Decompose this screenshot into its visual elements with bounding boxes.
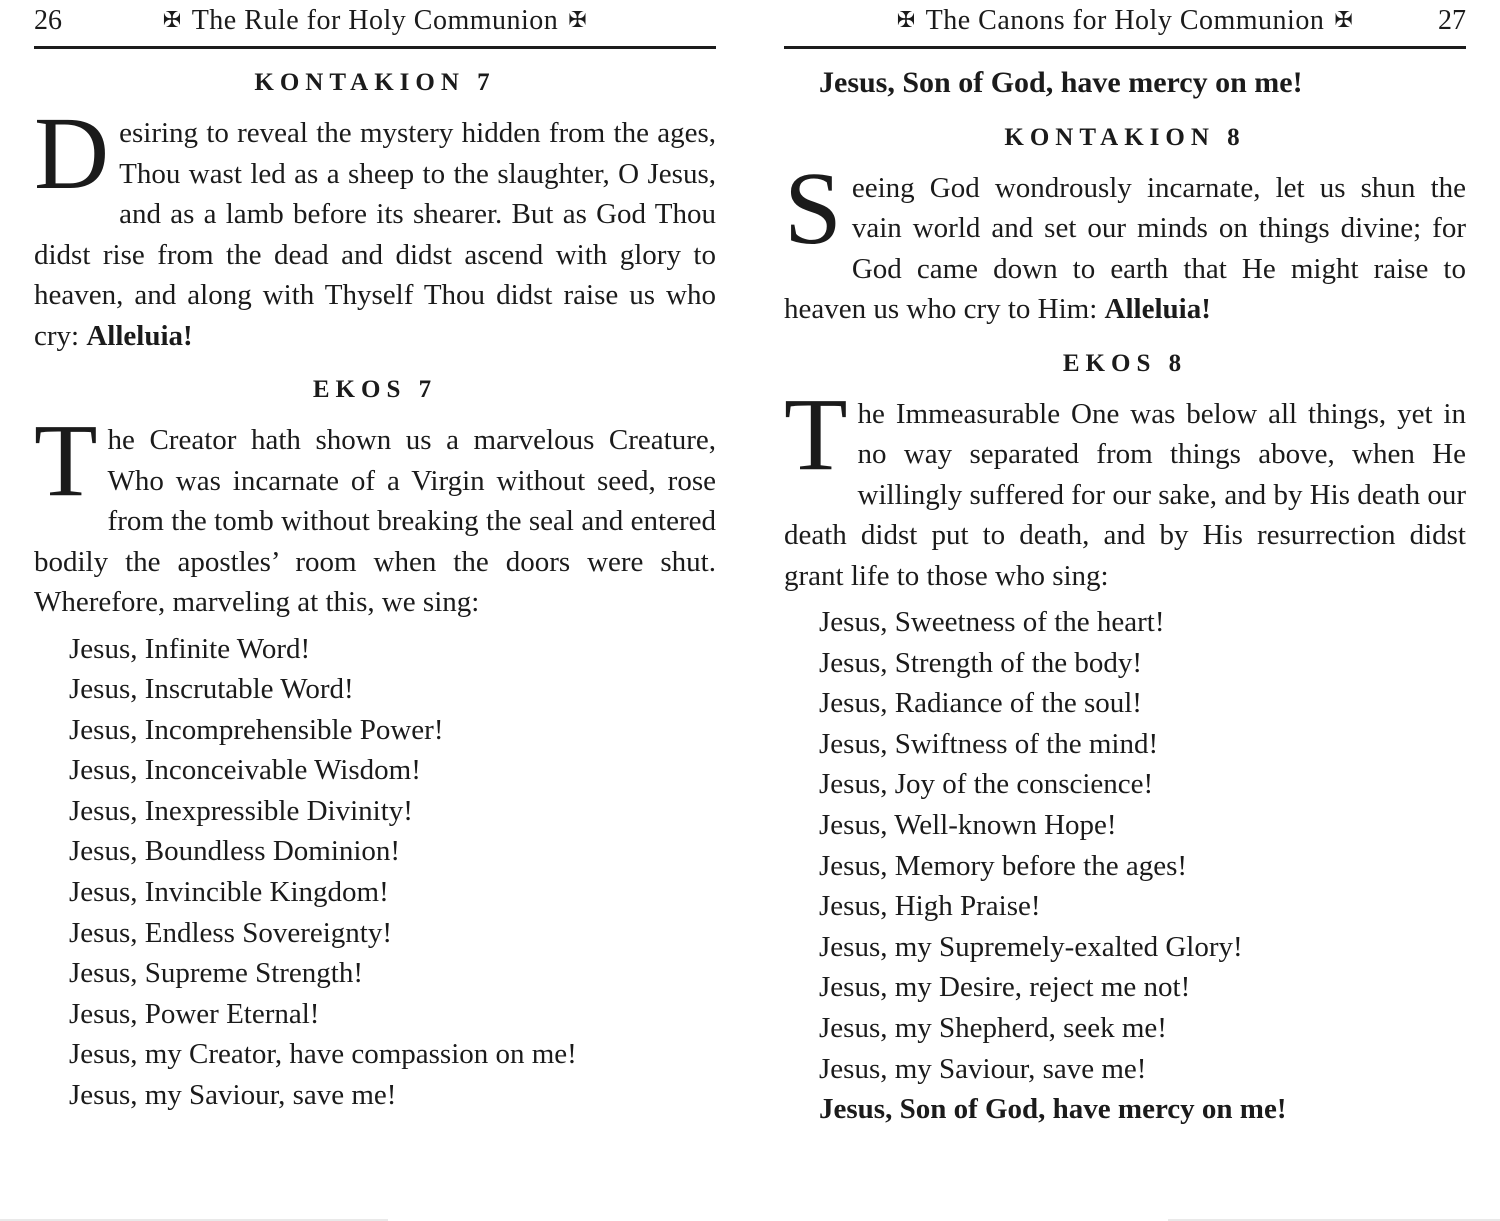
refrain-line-top: Jesus, Son of God, have mercy on me! <box>819 66 1303 99</box>
right-page-number: 27 <box>1438 5 1466 36</box>
left-running-title <box>98 6 652 37</box>
dropcap-letter: S <box>784 150 842 266</box>
litany-line: Jesus, Supreme Strength! <box>69 957 363 990</box>
alleluia-bold: Alleluia! <box>1104 293 1211 325</box>
kontakion-8-heading: KONTAKION 8 <box>1004 123 1246 151</box>
litany-line: Jesus, my Creator, have compassion on me! <box>69 1038 577 1071</box>
ekos-8-heading: EKOS 8 <box>1062 349 1188 377</box>
litany-line: Jesus, Inscrutable Word! <box>69 673 354 706</box>
litany-line: Jesus, Sweetness of the heart! <box>819 606 1165 638</box>
litany-line: Jesus, Boundless Dominion! <box>69 835 401 868</box>
litany-line: Jesus, Radiance of the soul! <box>819 687 1142 720</box>
litany-line: Jesus, my Supremely-exalted Glory! <box>819 930 1243 963</box>
litany-line: Jesus, Strength of the body! <box>819 646 1142 679</box>
alleluia-bold: Alleluia! <box>86 319 193 352</box>
left-page-number: 26 <box>34 5 62 36</box>
litany-line: Jesus, my Shepherd, seek me! <box>819 1011 1167 1044</box>
litany-line: Jesus, Memory before the ages! <box>819 849 1188 882</box>
ekos-8-paragraph <box>784 376 1466 597</box>
litany-line: Jesus, Endless Sovereignty! <box>69 916 392 949</box>
ekos-7-text: he Creator hath shown us a marvelous Creature, Who was incarnate of a Virgin without seed, rose from the tomb without breaking the seal and entered bodily the apostles’ room when the doors were shut. Wherefore, marveling at this, we sing: <box>34 424 716 618</box>
kontakion-8-text: eeing God wondrously incarnate, let us shun the vain world and set our minds on things divine; for God came down to earth that He might raise to heaven us who cry to Him: <box>784 171 1466 325</box>
litany-list-right <box>784 602 1466 1089</box>
litany-line: Jesus, Well-known Hope! <box>819 808 1117 841</box>
kontakion-7-paragraph <box>34 96 716 356</box>
cross-icon: ✠ <box>162 7 182 32</box>
ekos-7-paragraph <box>34 403 716 623</box>
litany-line: Jesus, Power Eternal! <box>69 997 320 1030</box>
litany-line: Jesus, High Praise! <box>819 890 1041 923</box>
litany-line: Jesus, my Saviour, save me! <box>819 1052 1147 1085</box>
right-page-header <box>784 6 1466 49</box>
ekos-8-text: he Immeasurable One was below all things, yet in no way separated from things above, when He willingly suffered for our sake, and by His death our death didst put to death, and by His resurrection didst grant life to those who sing: <box>784 397 1466 592</box>
litany-list-left <box>34 629 716 1116</box>
kontakion-7-text: esiring to reveal the mystery hidden from the ages, Thou wast led as a sheep to the slaughter, O Jesus, and as a lamb before its shearer. But as God Thou didst rise from the dead and didst ascend with glory to heaven, and along with Thyself Thou didst raise us who cry: <box>34 117 716 352</box>
litany-line: Jesus, Invincible Kingdom! <box>69 876 389 909</box>
litany-line: Jesus, Infinite Word! <box>69 632 311 665</box>
kontakion-8-paragraph <box>784 150 1466 330</box>
litany-line: Jesus, my Saviour, save me! <box>69 1079 397 1112</box>
right-running-title <box>848 6 1402 37</box>
litany-line: Jesus, Joy of the conscience! <box>819 768 1154 801</box>
litany-line: Jesus, Incomprehensible Power! <box>69 713 444 746</box>
kontakion-7-heading: KONTAKION 7 <box>254 69 496 96</box>
litany-line: Jesus, my Desire, reject me not! <box>819 971 1191 1004</box>
litany-line: Jesus, Swiftness of the mind! <box>819 727 1159 760</box>
ekos-7-heading: EKOS 7 <box>312 376 438 403</box>
right-page <box>750 0 1500 1221</box>
litany-line: Jesus, Inconceivable Wisdom! <box>69 754 421 787</box>
right-title-text: The Canons for Holy Communion <box>925 5 1325 36</box>
cross-icon: ✠ <box>1334 7 1354 32</box>
litany-line: Jesus, Inexpressible Divinity! <box>69 794 413 827</box>
left-title-text: The Rule for Holy Communion <box>191 5 559 36</box>
cross-icon: ✠ <box>896 7 916 32</box>
refrain-line-bottom: Jesus, Son of God, have mercy on me! <box>819 1093 1287 1126</box>
dropcap-letter: D <box>34 96 110 211</box>
dropcap-letter: T <box>34 403 98 518</box>
dropcap-letter: T <box>784 376 848 492</box>
left-page-header <box>34 6 716 49</box>
cross-icon: ✠ <box>568 7 588 32</box>
